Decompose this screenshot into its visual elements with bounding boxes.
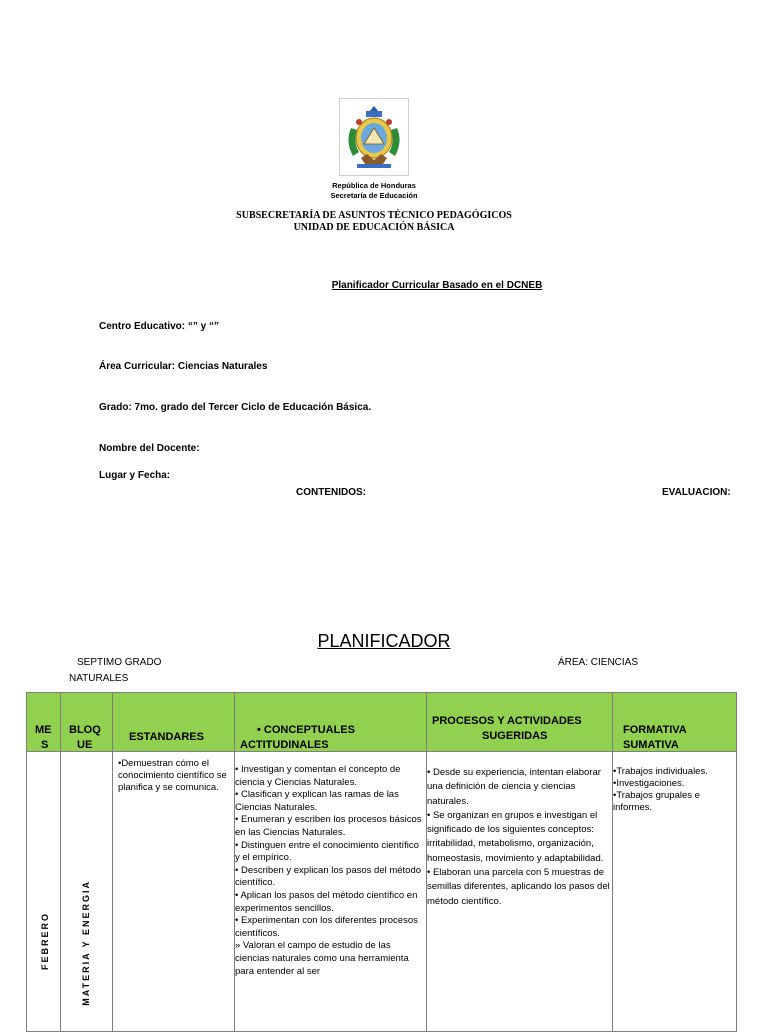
header-procesos-line1: PROCESOS Y ACTIVIDADES: [432, 715, 582, 727]
list-item: •Trabajos individuales.: [613, 766, 708, 777]
estandares-text: •Demuestran cómo el conocimiento científico se planifica y se comunica.: [118, 758, 227, 793]
grado-field: Grado: 7mo. grado del Tercer Ciclo de Educación Básica.: [99, 402, 372, 413]
subsecretaria-line: SUBSECRETARÍA DE ASUNTOS TÉCNICO PEDAGÓGICOS: [236, 210, 512, 221]
mes-value: FEBRERO: [40, 912, 50, 971]
mes-cell: [27, 752, 61, 1032]
header-bloque-line2: UE: [77, 739, 93, 751]
list-item: • Clasifican y explican las ramas de las Ciencias Naturales.: [235, 789, 399, 813]
bloque-value: MATERIA Y ENERGIA: [81, 880, 91, 1006]
lugar-fecha-field: Lugar y Fecha:: [99, 470, 171, 481]
evaluacion-cell: [613, 752, 737, 1032]
header-procesos: [427, 693, 613, 752]
country-name: República de Honduras: [332, 181, 416, 190]
institution-name: [300, 181, 448, 201]
contenidos-list: [235, 752, 426, 978]
area-label-continued: NATURALES: [69, 673, 129, 684]
coat-of-arms-emblem: [339, 98, 409, 176]
header-mes-line1: ME: [35, 724, 52, 736]
area-label: ÁREA: CIENCIAS: [558, 657, 639, 668]
grade-label: SEPTIMO GRADO: [77, 657, 162, 668]
docente-field: Nombre del Docente:: [99, 443, 200, 454]
header-estandares: [113, 693, 235, 752]
header-estandares-label: ESTANDARES: [129, 731, 204, 743]
bloque-cell: [61, 752, 113, 1032]
list-item: •Trabajos grupales e informes.: [613, 790, 700, 813]
area-curricular-field: Área Curricular: Ciencias Naturales: [99, 361, 268, 372]
header-evaluacion: [613, 693, 737, 752]
list-item: • Se organizan en grupos e investigan el significado de los siguientes conceptos: irritabilidad, metabolismo, organización, homeostasis, movimiento y adaptabilidad.: [427, 809, 604, 864]
list-item: • Aplican los pasos del método científico en experimentos sencillos.: [235, 889, 418, 914]
header-sumativa: SUMATIVA: [623, 739, 679, 751]
contenidos-cell: [235, 752, 427, 1032]
header-mes-line2: S: [41, 739, 49, 751]
contenidos-label: CONTENIDOS:: [296, 487, 366, 498]
header-mes: [27, 693, 61, 752]
document-title: Planificador Curricular Basado en el DCNEB: [331, 280, 543, 291]
list-item: • Distinguen entre el conocimiento científico y el empírico.: [235, 839, 419, 864]
table-row: [27, 752, 737, 1032]
list-item: » Valoran el campo de estudio de las ciencias naturales como una herramienta para entender al ser: [235, 940, 409, 977]
list-item: • Experimentan con los diferentes procesos científicos.: [235, 915, 418, 939]
estandares-cell: [113, 752, 235, 1032]
procesos-cell: [427, 752, 613, 1032]
header-actitudinales: ACTITUDINALES: [240, 739, 329, 751]
procesos-list: [427, 752, 612, 909]
planificador-heading: PLANIFICADOR: [317, 631, 451, 651]
list-item: • Investigan y comentan el concepto de ciencia y Ciencias Naturales.: [235, 764, 401, 788]
header-bloque: [61, 693, 113, 752]
department-header: [180, 210, 568, 234]
list-item: • Enumeran y escriben los procesos básicos en las Ciencias Naturales.: [235, 814, 422, 838]
header-formativa: FORMATIVA: [623, 724, 687, 736]
list-item: • Describen y explican los pasos del método científico.: [235, 864, 422, 889]
list-item: • Elaboran una parcela con 5 muestras de semillas diferentes, aplicando los pasos del método científico.: [427, 867, 610, 907]
ministry-name: Secretaría de Educación: [330, 191, 418, 200]
unidad-line: UNIDAD DE EDUCACIÓN BÁSICA: [293, 222, 455, 233]
header-bloque-line1: BLOQ: [69, 724, 101, 736]
evaluacion-label: EVALUACION:: [662, 487, 731, 498]
table-header-row: [27, 693, 737, 752]
planning-table: [26, 692, 737, 1032]
header-procesos-line2: SUGERIDAS: [482, 730, 548, 742]
centro-educativo-field: Centro Educativo: “” y “”: [99, 321, 220, 332]
list-item: •Investigaciones.: [613, 778, 685, 789]
header-contenidos: [235, 693, 427, 752]
list-item: • Desde su experiencia, intentan elaborar una definición de ciencia y ciencias naturales.: [427, 767, 601, 807]
evaluacion-list: [613, 752, 736, 814]
header-conceptuales: • CONCEPTUALES: [257, 724, 355, 736]
